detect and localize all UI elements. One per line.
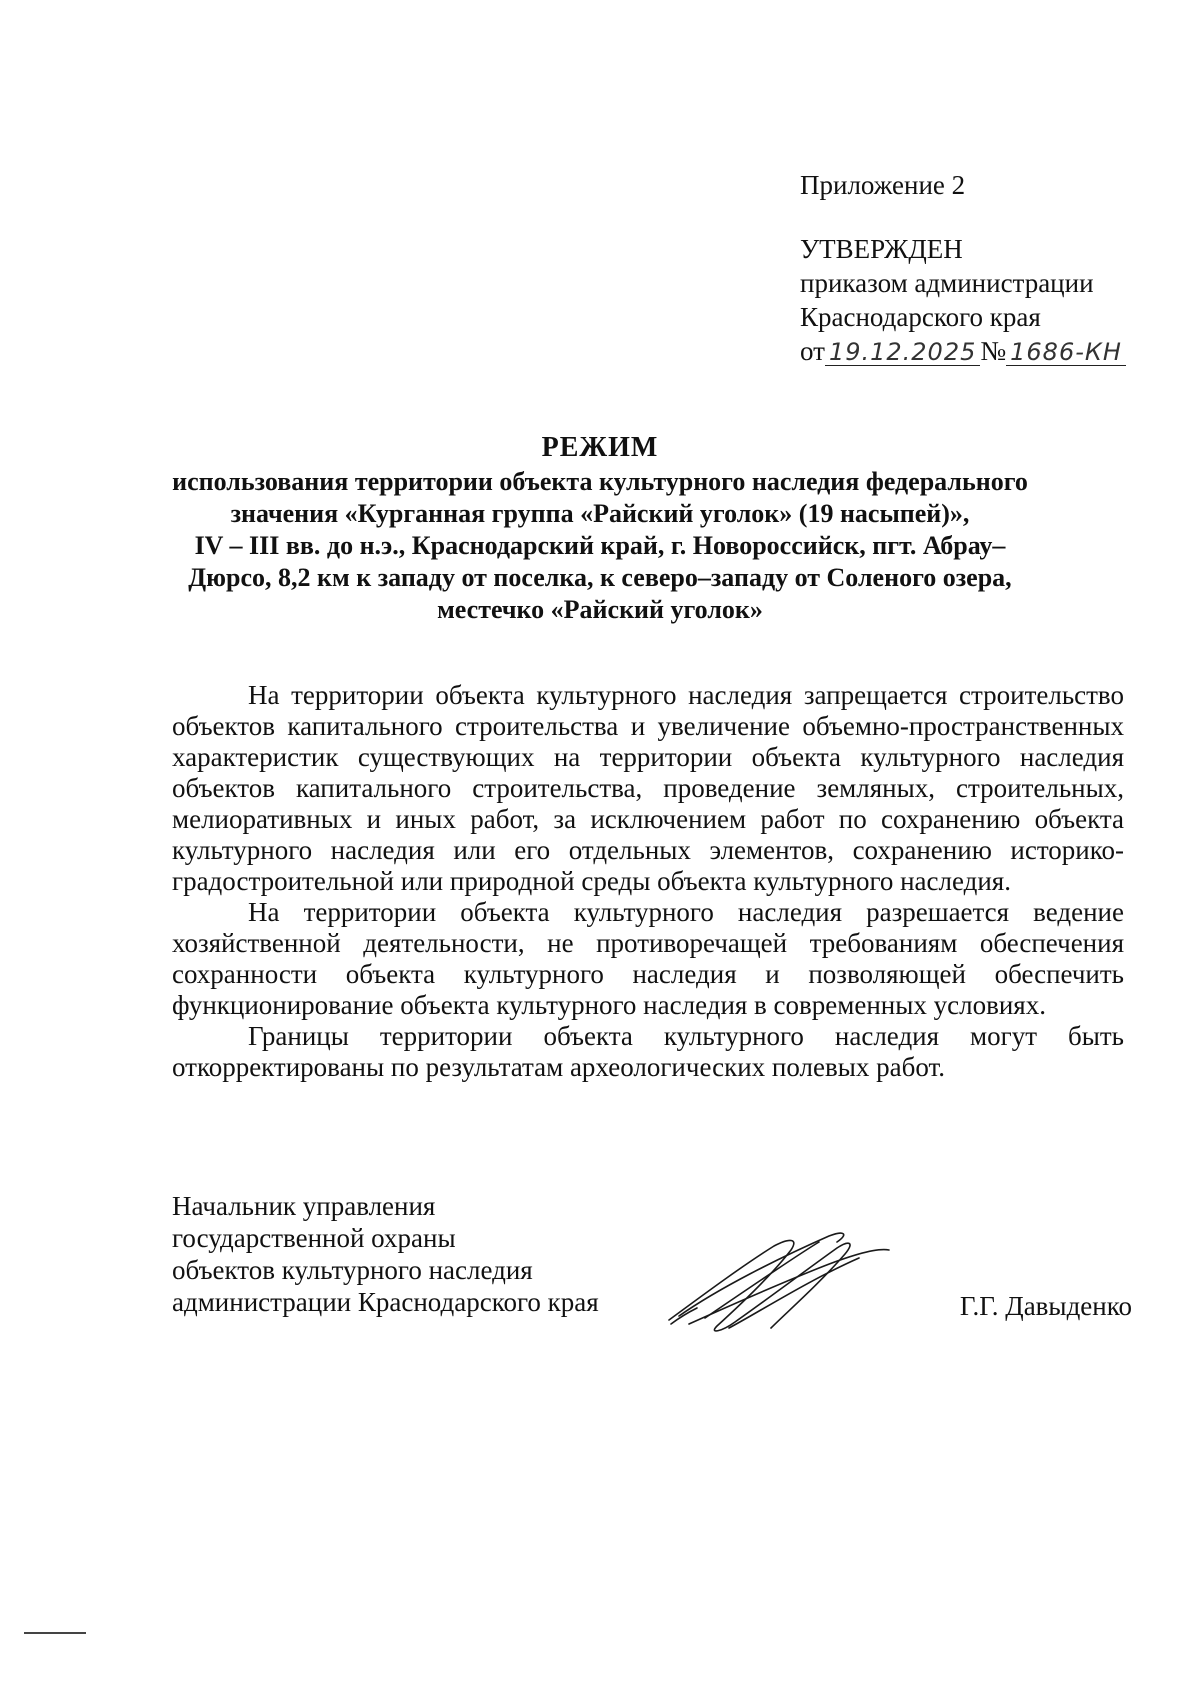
order-date-handwritten: 19.12.2025: [825, 339, 980, 366]
document-body: [172, 680, 1124, 1083]
by-order-label: приказом администрации: [800, 268, 1094, 298]
appendix-label: Приложение 2: [800, 170, 966, 200]
approval-block: [800, 168, 1160, 368]
title-line: значения «Курганная группа «Райский уголок» (19 насыпей)»,: [230, 499, 970, 528]
signer-position-line: объектов культурного наследия: [172, 1255, 533, 1285]
date-prefix: от: [800, 336, 825, 366]
title-line: местечко «Райский уголок»: [437, 595, 763, 624]
title-heading: РЕЖИМ: [541, 432, 659, 463]
document-title: [150, 432, 1050, 626]
signer-position-line: администрации Краснодарского края: [172, 1287, 599, 1317]
scan-artifact-mark: [24, 1632, 86, 1634]
body-paragraph: Границы территории объекта культурного наследия могут быть откорректированы по результатам археологических полевых работ.: [172, 1021, 1124, 1082]
signer-position-line: Начальник управления: [172, 1191, 436, 1221]
order-number-handwritten: 1686-КН: [1006, 339, 1126, 366]
signer-name: Г.Г. Давыденко: [959, 1291, 1132, 1321]
body-paragraph: На территории объекта культурного наследия запрещается строительство объектов капитального строительства и увеличение объемно-пространственных характеристик существующих на территории объекта культурного наследия объектов капитального строительства, проведение земляных, строительных, мелиоративных и иных работ, за исключением работ по сохранению объекта культурного наследия или его отдельных элементов, сохранению историко-градостроительной или природной среды объекта культурного наследия.: [172, 680, 1124, 896]
title-line: IV – III вв. до н.э., Краснодарский край, г. Новороссийск, пгт. Абрау–: [194, 531, 1006, 560]
signer-position: [172, 1190, 672, 1318]
handwritten-signature-icon: [659, 1228, 899, 1338]
signer-position-line: государственной охраны: [172, 1223, 456, 1253]
approved-label: УТВЕРЖДЕН: [800, 234, 963, 264]
signature-block: [172, 1190, 1132, 1350]
region-label: Краснодарского края: [800, 302, 1041, 332]
number-prefix: №: [980, 336, 1007, 366]
body-paragraph: На территории объекта культурного наследия разрешается ведение хозяйственной деятельности, не противоречащей требованиям обеспечения сохранности объекта культурного наследия и позволяющей обеспечить функционирование объекта культурного наследия в современных условиях.: [172, 897, 1124, 1020]
title-line: Дюрсо, 8,2 км к западу от поселка, к северо–западу от Соленого озера,: [188, 563, 1012, 592]
title-line: использования территории объекта культурного наследия федерального: [172, 467, 1028, 496]
order-date-number-line: [800, 334, 1160, 368]
